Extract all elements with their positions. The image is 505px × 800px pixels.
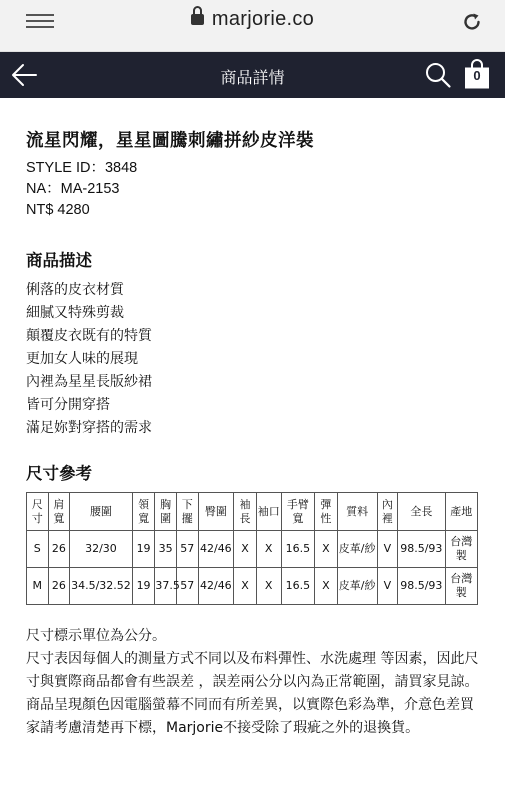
header-cell: 產地 [445,493,477,531]
header-cell: 下擺 [176,493,198,531]
description-heading: 商品描述 [26,251,92,270]
description-list [26,279,486,440]
header-cell: 肩寬 [48,493,70,531]
table-cell: X [256,568,281,605]
reload-icon[interactable] [461,11,483,33]
header-cell: 全長 [398,493,445,531]
header-cell: 手臂寬 [281,493,314,531]
table-cell: V [377,568,398,605]
search-icon[interactable] [424,61,452,89]
table-cell: 26 [48,531,70,568]
table-cell: X [315,531,338,568]
size-chart-heading: 尺寸參考 [26,464,92,483]
table-cell: 57 [176,531,198,568]
description-line: 更加女人味的展現 [26,351,138,367]
description-line: 細膩又特殊剪裁 [26,305,124,321]
style-id: STYLE ID：3848 [26,160,138,176]
table-cell: 57 [176,568,198,605]
table-cell: 台灣製 [445,531,477,568]
table-cell: X [315,568,338,605]
description-line: 皆可分開穿搭 [26,397,110,413]
table-cell: X [256,531,281,568]
header-cell: 領寬 [132,493,155,531]
table-cell: 皮革/紗 [337,568,377,605]
product-price: NT$ 4280 [26,202,90,218]
header-cell: 袖口 [256,493,281,531]
description-line: 俐落的皮衣材質 [26,282,124,298]
table-cell: 26 [48,568,70,605]
table-cell: M [27,568,49,605]
table-header-row [27,493,478,531]
table-cell: X [234,531,257,568]
table-row [27,568,478,605]
table-cell: V [377,531,398,568]
table-cell: 34.5/32.52 [70,568,133,605]
header-cell: 胸圍 [155,493,177,531]
description-line: 顛覆皮衣既有的特質 [26,328,152,344]
page-title: 商品詳情 [220,68,285,87]
address-bar[interactable] [0,8,505,31]
cart-count-badge: 0 [473,68,481,83]
note-paragraph: 尺寸表因每個人的測量方式不同以及布料彈性、水洗處理 等因素，因此尺寸與實際商品都會有些誤差 ，誤差兩公分以內為正常範圍，請買家見諒。 [26,651,479,690]
header-cell: 臀圍 [198,493,234,531]
header-cell: 尺寸 [27,493,49,531]
table-cell: 42/46 [198,531,234,568]
table-cell: 37.5 [155,568,177,605]
header-cell: 彈性 [315,493,338,531]
note-paragraph: 商品呈現顏色因電腦螢幕不同而有所差異，以實際色彩為準，介意色差買家請考慮清楚再下標，Marjorie不接受除了瑕疵之外的退換貨。 [26,697,474,736]
header-cell: 內裡 [377,493,398,531]
table-cell: 98.5/93 [398,568,445,605]
product-detail [26,128,486,740]
app-header [0,52,505,98]
table-cell: 16.5 [281,531,314,568]
header-cell: 腰圍 [70,493,133,531]
table-cell: 16.5 [281,568,314,605]
table-cell: 皮革/紗 [337,531,377,568]
product-meta [26,158,486,221]
table-cell: 32/30 [70,531,133,568]
table-cell: X [234,568,257,605]
size-chart-table [26,492,478,605]
table-cell: 19 [132,568,155,605]
size-notes [26,625,486,740]
description-line: 滿足妳對穿搭的需求 [26,420,152,436]
table-row [27,531,478,568]
table-cell: 98.5/93 [398,531,445,568]
header-cell: 袖長 [234,493,257,531]
url-text: marjorie.co [211,8,315,30]
browser-toolbar [0,0,505,52]
table-cell: S [27,531,49,568]
table-cell: 42/46 [198,568,234,605]
table-cell: 台灣製 [445,568,477,605]
note-paragraph: 尺寸標示單位為公分。 [26,628,166,644]
product-title: 流星閃耀，星星圖騰刺繡拼紗皮洋裝 [26,131,314,151]
lock-icon [191,12,204,26]
product-code: NA：MA-2153 [26,181,120,197]
description-line: 內裡為星星長版紗裙 [26,374,152,390]
table-cell: 19 [132,531,155,568]
table-cell: 35 [155,531,177,568]
header-cell: 質料 [337,493,377,531]
shopping-bag-button[interactable] [464,59,490,89]
